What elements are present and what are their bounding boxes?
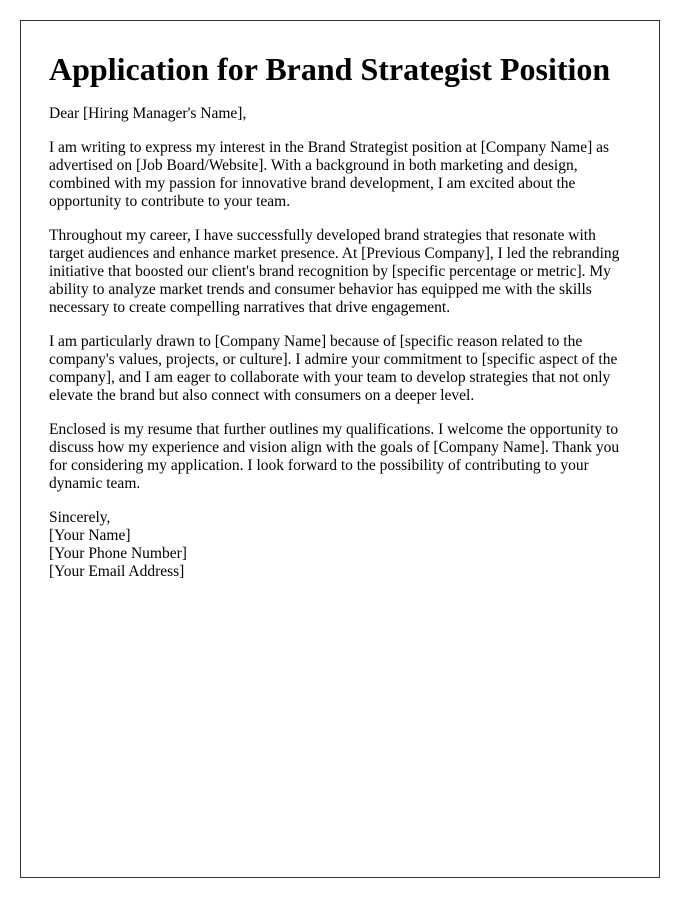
paragraph-intro: I am writing to express my interest in the Brand Strategist position at [Company Name] as advertised on [Job Board/Website]. With a background in both marketing and design, combined with my passion for innovative brand development, I am excited about the opportunity to contribute to your team. xyxy=(49,139,610,210)
letter-page xyxy=(20,20,660,878)
paragraph-closing: Enclosed is my resume that further outlines my qualifications. I welcome the opportunity to discuss how my experience and vision align with the goals of [Company Name]. Thank you for considering my application. I look forward to the possibility of contributing to your dynamic team. xyxy=(49,421,620,492)
salutation: Dear [Hiring Manager's Name], xyxy=(49,105,247,122)
closing-phrase: Sincerely, xyxy=(49,509,111,526)
signature-email: [Your Email Address] xyxy=(49,563,185,580)
letter-title: Application for Brand Strategist Position xyxy=(49,51,611,87)
paragraph-experience: Throughout my career, I have successfully developed brand strategies that resonate with target audiences and enhance market presence. At [Previous Company], I led the rebranding initiative that boosted our client's brand recognition by [specific percentage or metric]. My ability to analyze market trends and consumer behavior has equipped me with the skills necessary to create compelling narratives that drive engagement. xyxy=(49,227,620,316)
signature-phone: [Your Phone Number] xyxy=(49,545,187,562)
paragraph-motivation: I am particularly drawn to [Company Name] because of [specific reason related to the company's values, projects, or culture]. I admire your commitment to [specific aspect of the company], and I am eager to collaborate with your team to develop strategies that not only elevate the brand but also connect with consumers on a deeper level. xyxy=(49,333,618,404)
signature-name: [Your Name] xyxy=(49,527,131,544)
signature-block xyxy=(49,509,630,581)
